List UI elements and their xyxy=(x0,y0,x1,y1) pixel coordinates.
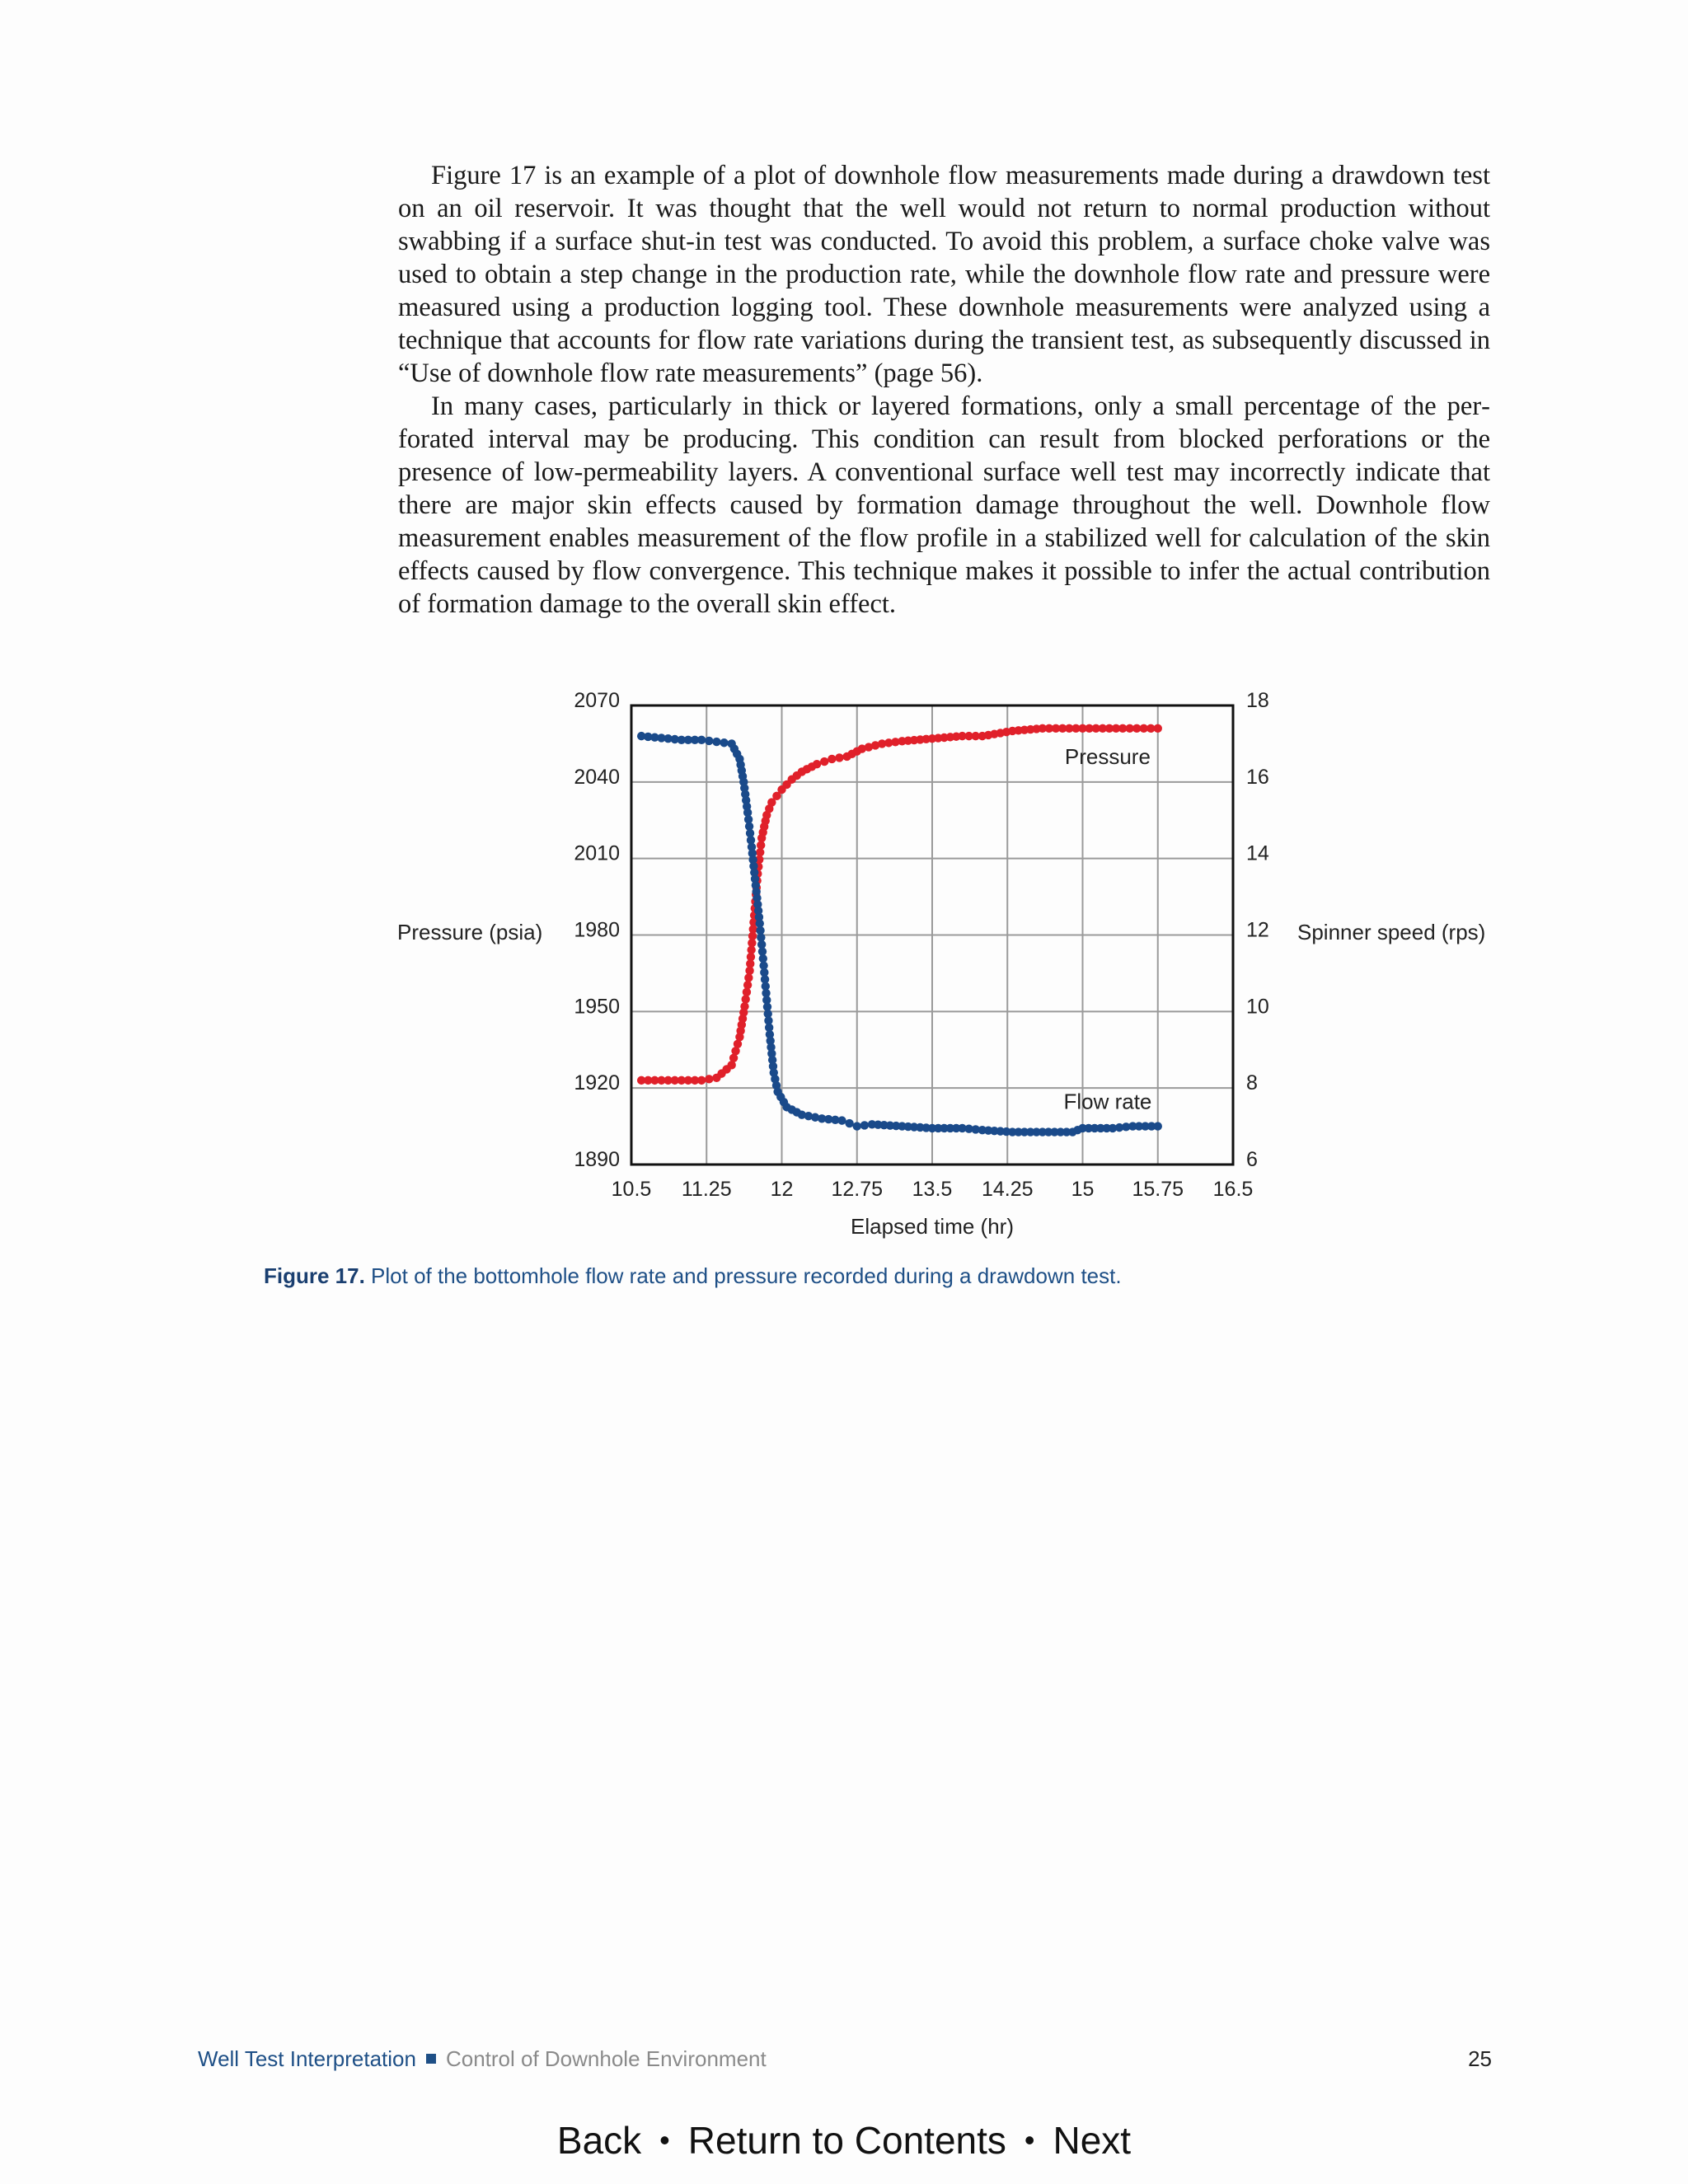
data-point xyxy=(860,1121,869,1129)
next-link[interactable]: Next xyxy=(1053,2119,1132,2162)
data-point xyxy=(697,736,706,744)
left-y-tick-label: 2070 xyxy=(574,689,620,712)
x-tick-label: 16.5 xyxy=(1212,1178,1254,1201)
figure-caption xyxy=(264,1263,1500,1289)
flow-rate-series-label: Flow rate xyxy=(1063,1089,1152,1114)
data-point xyxy=(1154,1122,1162,1130)
right-y-tick-label: 6 xyxy=(1246,1148,1258,1171)
data-point xyxy=(853,1122,861,1130)
data-point xyxy=(837,1116,846,1124)
footer-section-title: Control of Downhole Environment xyxy=(445,2046,767,2071)
right-y-tick-label: 18 xyxy=(1246,689,1269,712)
data-point xyxy=(813,760,821,768)
right-y-tick-label: 8 xyxy=(1246,1071,1258,1095)
x-tick-label: 15 xyxy=(1071,1178,1095,1201)
left-y-tick-label: 1950 xyxy=(574,995,620,1019)
back-link[interactable]: Back xyxy=(556,2119,642,2162)
x-tick-label: 12.75 xyxy=(831,1178,884,1201)
x-tick-label: 13.5 xyxy=(912,1178,953,1201)
left-y-tick-label: 1890 xyxy=(574,1148,620,1171)
data-point xyxy=(1154,724,1162,733)
right-y-tick-label: 10 xyxy=(1246,995,1269,1019)
pressure-series-label: Pressure xyxy=(1064,744,1151,770)
page-footer xyxy=(198,2046,1492,2079)
data-point xyxy=(828,755,836,763)
data-point xyxy=(705,737,713,745)
data-point xyxy=(820,757,828,766)
page-number: 25 xyxy=(1468,2046,1492,2071)
return-to-contents-link[interactable]: Return to Contents xyxy=(687,2119,1006,2162)
right-y-tick-label: 16 xyxy=(1246,765,1269,789)
data-point xyxy=(835,753,843,762)
x-tick-label: 11.25 xyxy=(681,1178,732,1201)
footer-separator-square-icon xyxy=(426,2054,436,2064)
footer-doc-title: Well Test Interpretation xyxy=(198,2046,416,2071)
data-point xyxy=(697,1076,706,1085)
nav-bullet-icon: • xyxy=(1024,2123,1035,2157)
left-axis-title: Pressure (psia) xyxy=(397,920,543,944)
data-point xyxy=(705,1075,713,1083)
right-axis-title: Spinner speed (rps) xyxy=(1297,920,1486,944)
paragraph-1: Figure 17 is an example of a plot of downhole flow measurements made during a drawdown test on an oil reservoir. It was thought that the well would not return to normal production without swabbing if a surface shut-in test was conducted. To avoid this problem, a surface choke valve was used to obtain a step change in the production rate, while the downhole flow rate and pressure were measured using a production logging tool. These downhole measurements were analyzed using a technique that accounts for flow rate variations during the transient test, as subsequently discussed in “Use of downhole flow rate measurements” (page 56). xyxy=(398,161,1490,388)
right-y-tick-label: 12 xyxy=(1246,918,1269,942)
left-y-tick-label: 1920 xyxy=(574,1071,620,1095)
figure-number: Figure 17. xyxy=(264,1263,365,1288)
x-axis-title: Elapsed time (hr) xyxy=(851,1214,1014,1239)
page-navigation xyxy=(0,2118,1688,2163)
x-tick-label: 14.25 xyxy=(981,1178,1034,1201)
x-tick-label: 12 xyxy=(770,1178,794,1201)
data-point xyxy=(720,738,728,747)
nav-bullet-icon: • xyxy=(659,2123,670,2157)
left-y-tick-label: 2010 xyxy=(574,841,620,865)
data-point xyxy=(845,1119,853,1127)
x-tick-label: 10.5 xyxy=(611,1178,652,1201)
data-point xyxy=(712,738,720,746)
figure-caption-text: Plot of the bottomhole flow rate and pressure recorded during a drawdown test. xyxy=(364,1263,1122,1288)
left-y-tick-label: 1980 xyxy=(574,918,620,942)
right-y-tick-label: 14 xyxy=(1246,841,1269,865)
x-tick-label: 15.75 xyxy=(1132,1178,1184,1201)
paragraph-2: In many cases, particularly in thick or layered formations, only a small percentage of the perforated interval may be producing. This condition can result from blocked perforations or the presence of low-permeability layers. A conventional surface well test may incorrectly indicate that there are major skin effects caused by formation damage throughout the well. Downhole flow measurement enables measurement of the flow profile in a stabilized well for calculation of the skin effects caused by flow convergence. This technique makes it possible to infer the actual contribution of formation damage to the overall skin effect. xyxy=(398,391,1490,619)
left-y-tick-label: 2040 xyxy=(574,765,620,789)
